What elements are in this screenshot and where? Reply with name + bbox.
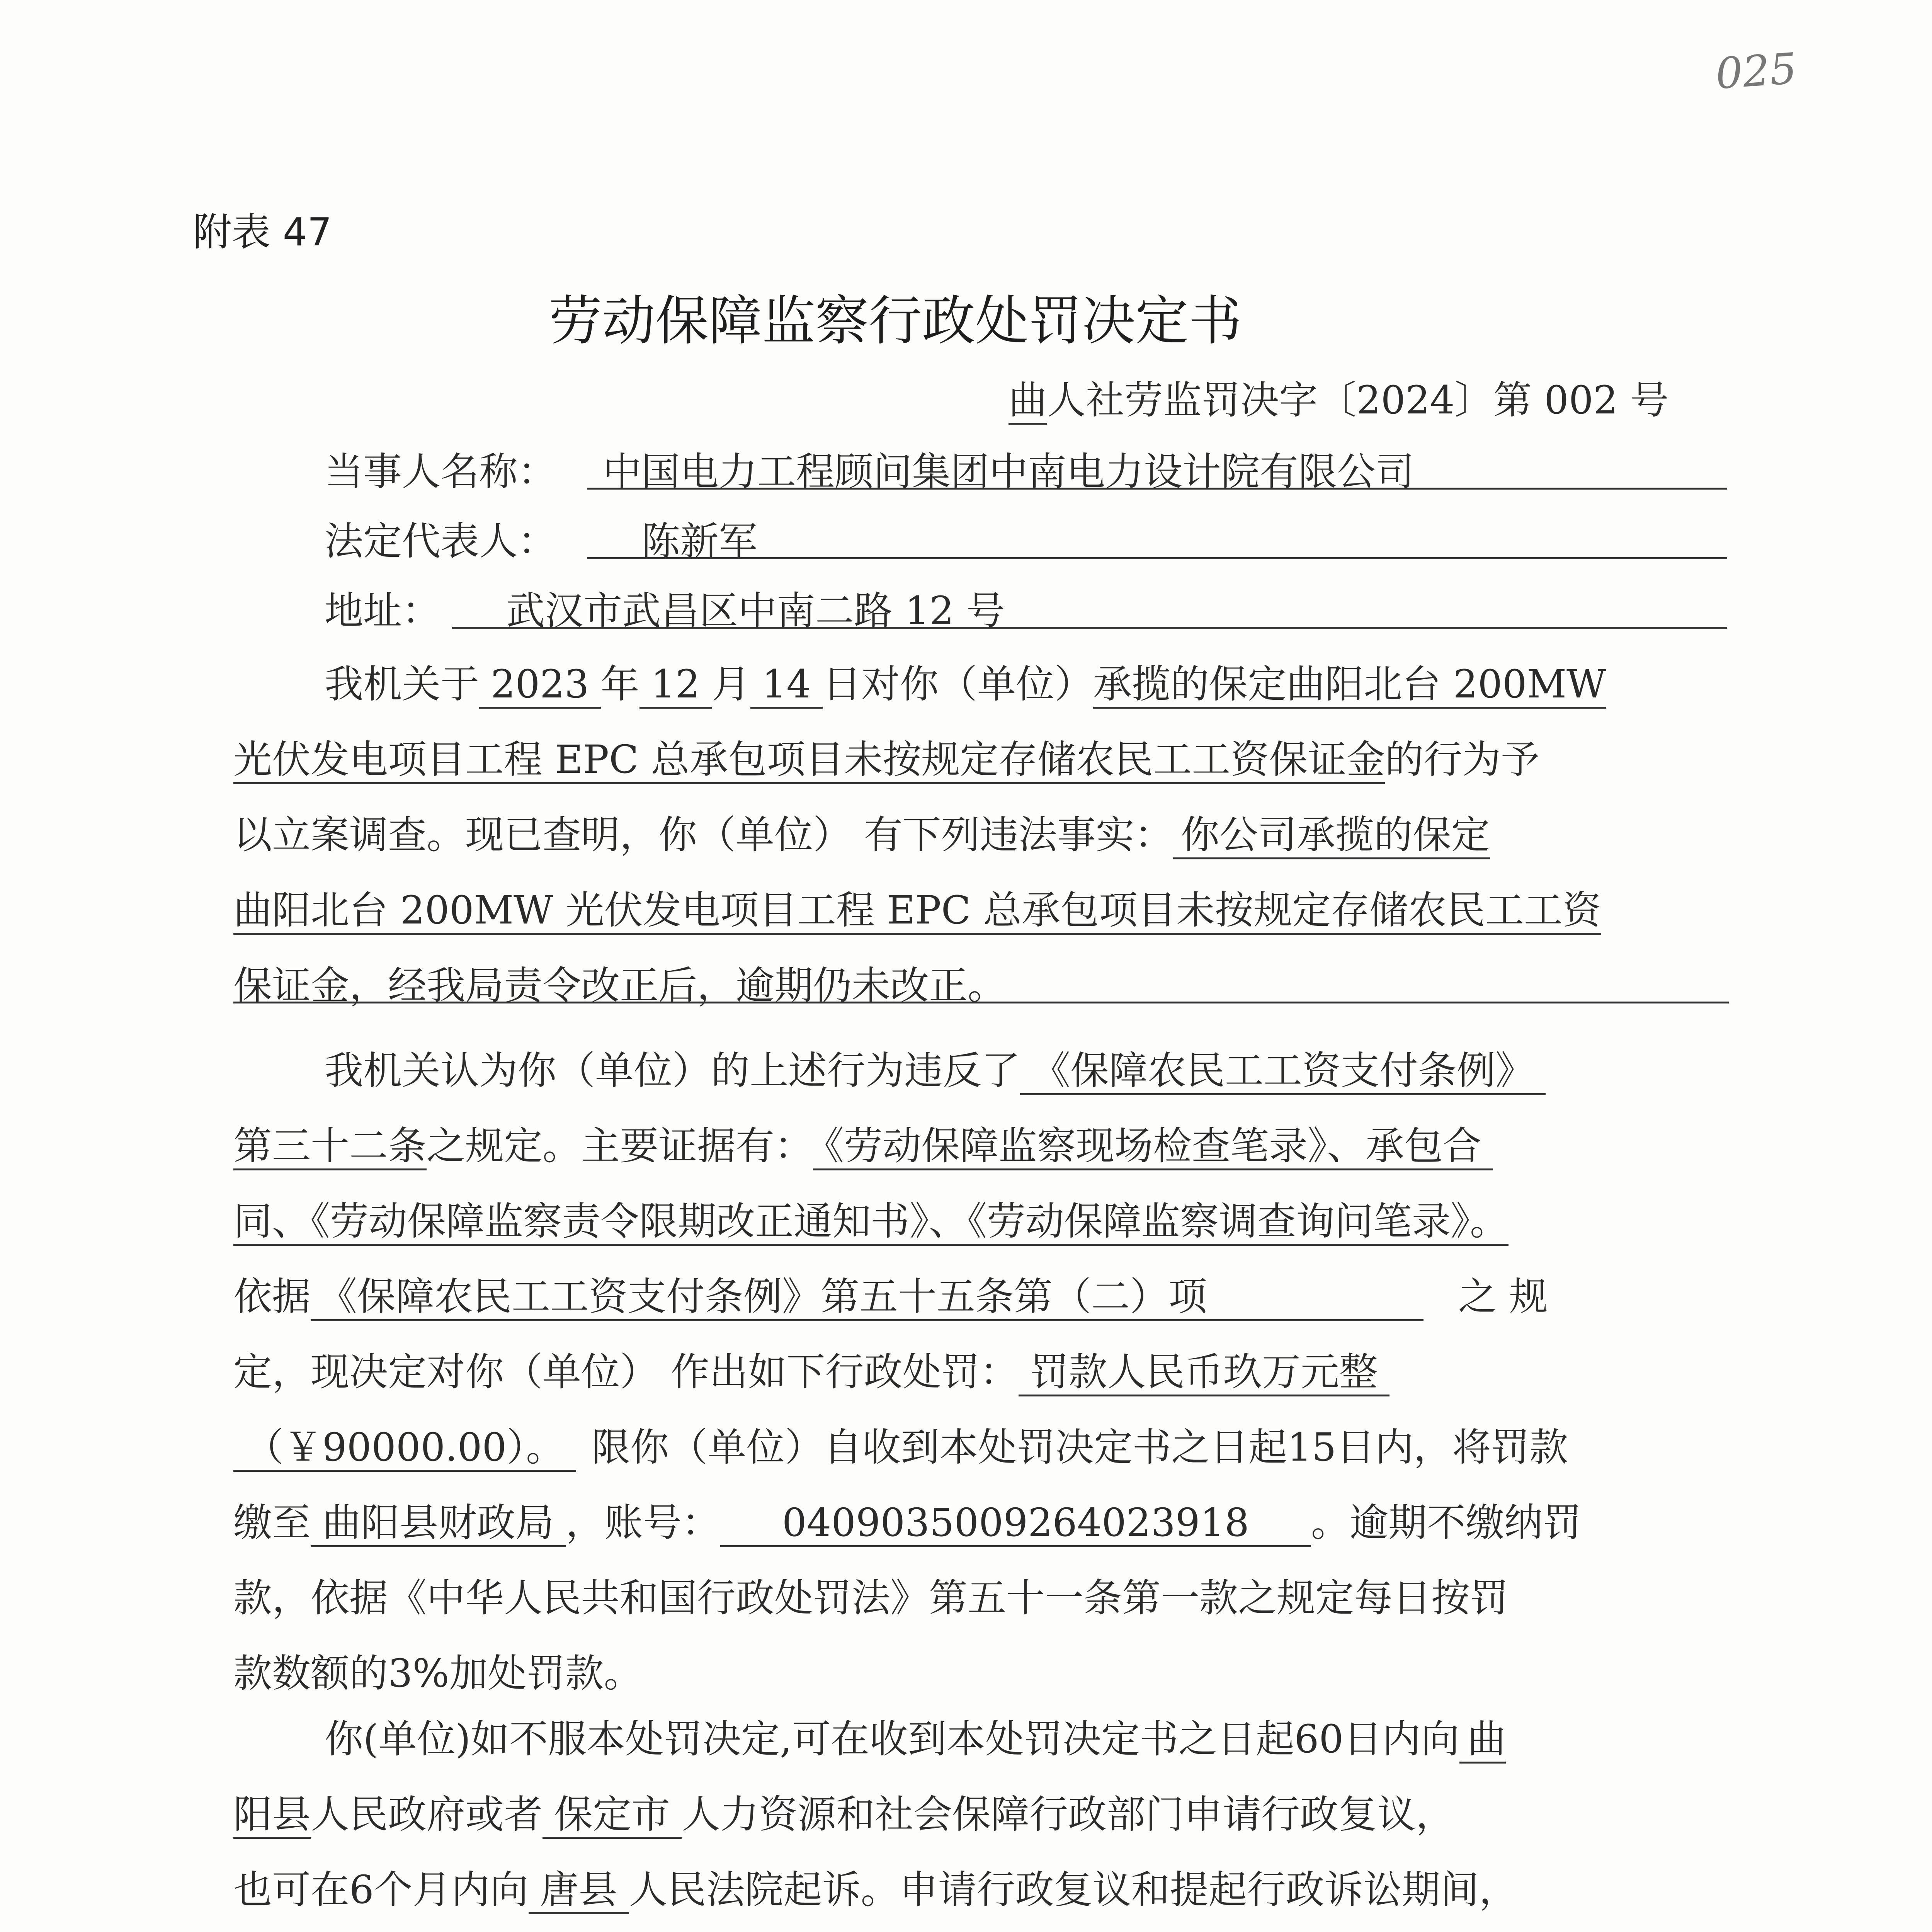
- text-segment: 保定市: [543, 1792, 682, 1839]
- address-underline: [452, 627, 1727, 629]
- p1-line2: [233, 728, 1539, 784]
- text-segment: 缴至: [233, 1500, 311, 1545]
- p2-line7: [233, 1492, 1582, 1547]
- address-value: 武汉市武昌区中南二路 12 号: [506, 588, 1005, 633]
- address-label: 地址：: [325, 588, 440, 633]
- p3-line1: [325, 1708, 1506, 1764]
- text-segment: 《保障农民工工资支付条例》: [1020, 1048, 1546, 1095]
- text-segment: 年: [600, 662, 639, 707]
- p1-line5-underline: [233, 1002, 1729, 1003]
- rep-underline: [587, 557, 1727, 559]
- doc-number-prefix: 曲: [1009, 378, 1047, 425]
- document-title: 劳动保障监察行政处罚决定书: [549, 290, 1242, 352]
- p2-line1: [325, 1039, 1546, 1095]
- party-row: [325, 440, 556, 496]
- text-segment: 。逾期不缴纳罚: [1311, 1500, 1582, 1545]
- text-segment: 人力资源和社会保障行政部门申请行政复议，: [682, 1792, 1454, 1837]
- text-segment: 我机关于: [325, 662, 479, 707]
- text-segment: 第三十二条: [233, 1123, 427, 1170]
- text-segment: ，账号：: [566, 1500, 720, 1545]
- text-segment: 唐县: [529, 1867, 629, 1914]
- p2-line9: [233, 1642, 643, 1698]
- text-segment: 之 规: [1458, 1274, 1548, 1319]
- text-segment: 人民法院起诉。申请行政复议和提起行政诉讼期间，: [629, 1867, 1518, 1912]
- text-segment: 承揽的保定曲阳北台 200MW: [1093, 662, 1606, 709]
- p3-line3: [233, 1859, 1518, 1914]
- text-segment: 也可在6个月内向: [233, 1867, 529, 1912]
- text-segment: 罚款人民币玖万元整: [1019, 1349, 1389, 1396]
- party-label: 当事人名称：: [325, 449, 556, 494]
- p1-line3: [233, 804, 1490, 859]
- text-segment: 光伏发电项目工程 EPC 总承包项目未按规定存储农民工工资保证金: [233, 737, 1385, 784]
- text-segment: 曲阳县财政局: [311, 1500, 566, 1547]
- party-value: 中国电力工程顾问集团中南电力设计院有限公司: [603, 449, 1414, 494]
- text-segment: 的行为予: [1385, 737, 1540, 782]
- document-number: [1009, 369, 1669, 425]
- text-segment: 《劳动保障监察现场检查笔录》、承包合: [813, 1123, 1493, 1170]
- rep-value: 陈新军: [641, 519, 757, 564]
- p2-line5: [233, 1341, 1389, 1396]
- text-segment: 0409035009264023918: [720, 1500, 1311, 1547]
- text-segment: 日对你（单位）: [823, 662, 1093, 707]
- p2-line6: [233, 1416, 1568, 1472]
- text-segment: 人民政府或者: [311, 1792, 543, 1837]
- text-segment: 月: [711, 662, 750, 707]
- text-segment: 定，现决定对你（单位） 作出如下行政处罚：: [233, 1349, 1019, 1395]
- text-segment: 曲阳北台 200MW 光伏发电项目工程 EPC 总承包项目未按规定存储农民工工资: [233, 888, 1601, 935]
- text-segment: 我机关认为你（单位）的上述行为违反了: [325, 1048, 1020, 1093]
- rep-label: 法定代表人：: [325, 519, 556, 564]
- p3-line2: [233, 1783, 1454, 1839]
- p2-line3: [233, 1190, 1509, 1246]
- p2-line4: [233, 1265, 1548, 1321]
- p2-line8: [233, 1567, 1509, 1622]
- doc-number-rest: 人社劳监罚决字〔2024〕第 002 号: [1047, 378, 1669, 423]
- text-segment: 款，依据《中华人民共和国行政处罚法》第五十一条第一款之规定每日按罚: [233, 1575, 1509, 1621]
- text-segment: 你(单位)如不服本处罚决定,可在收到本处罚决定书之日起60日内向: [325, 1716, 1460, 1762]
- text-segment: 款数额的3%加处罚款。: [233, 1651, 643, 1696]
- appendix-label: 附表 47: [193, 209, 332, 255]
- text-segment: 14: [750, 662, 823, 709]
- text-segment: 曲: [1459, 1716, 1506, 1764]
- text-segment: 你公司承揽的保定: [1173, 812, 1490, 859]
- text-segment: 《保障农民工工资支付条例》第五十五条第（二）项: [311, 1274, 1423, 1321]
- text-segment: 保证金，经我局责令改正后，逾期仍未改正。: [233, 963, 1006, 1008]
- text-segment: 同、《劳动保障监察责令限期改正通知书》、《劳动保障监察调查询问笔录》。: [233, 1199, 1509, 1246]
- p2-line2: [233, 1115, 1493, 1170]
- text-segment: 2023: [479, 662, 601, 709]
- text-segment: 以立案调查。现已查明，你（单位） 有下列违法事实：: [233, 812, 1173, 857]
- text-segment: （￥90000.00）。: [233, 1425, 576, 1472]
- p1-line1: [325, 653, 1606, 709]
- text-segment: 限你（单位）自收到本处罚决定书之日起15日内，将罚款: [592, 1425, 1568, 1470]
- text-segment: 阳县: [233, 1792, 311, 1839]
- p1-line4: [233, 879, 1601, 935]
- text-segment: 依据: [233, 1274, 311, 1319]
- text-segment: 12: [639, 662, 712, 709]
- page-number: 025: [1714, 43, 1799, 99]
- text-segment: 之规定。主要证据有：: [427, 1123, 813, 1168]
- party-underline: [587, 488, 1727, 490]
